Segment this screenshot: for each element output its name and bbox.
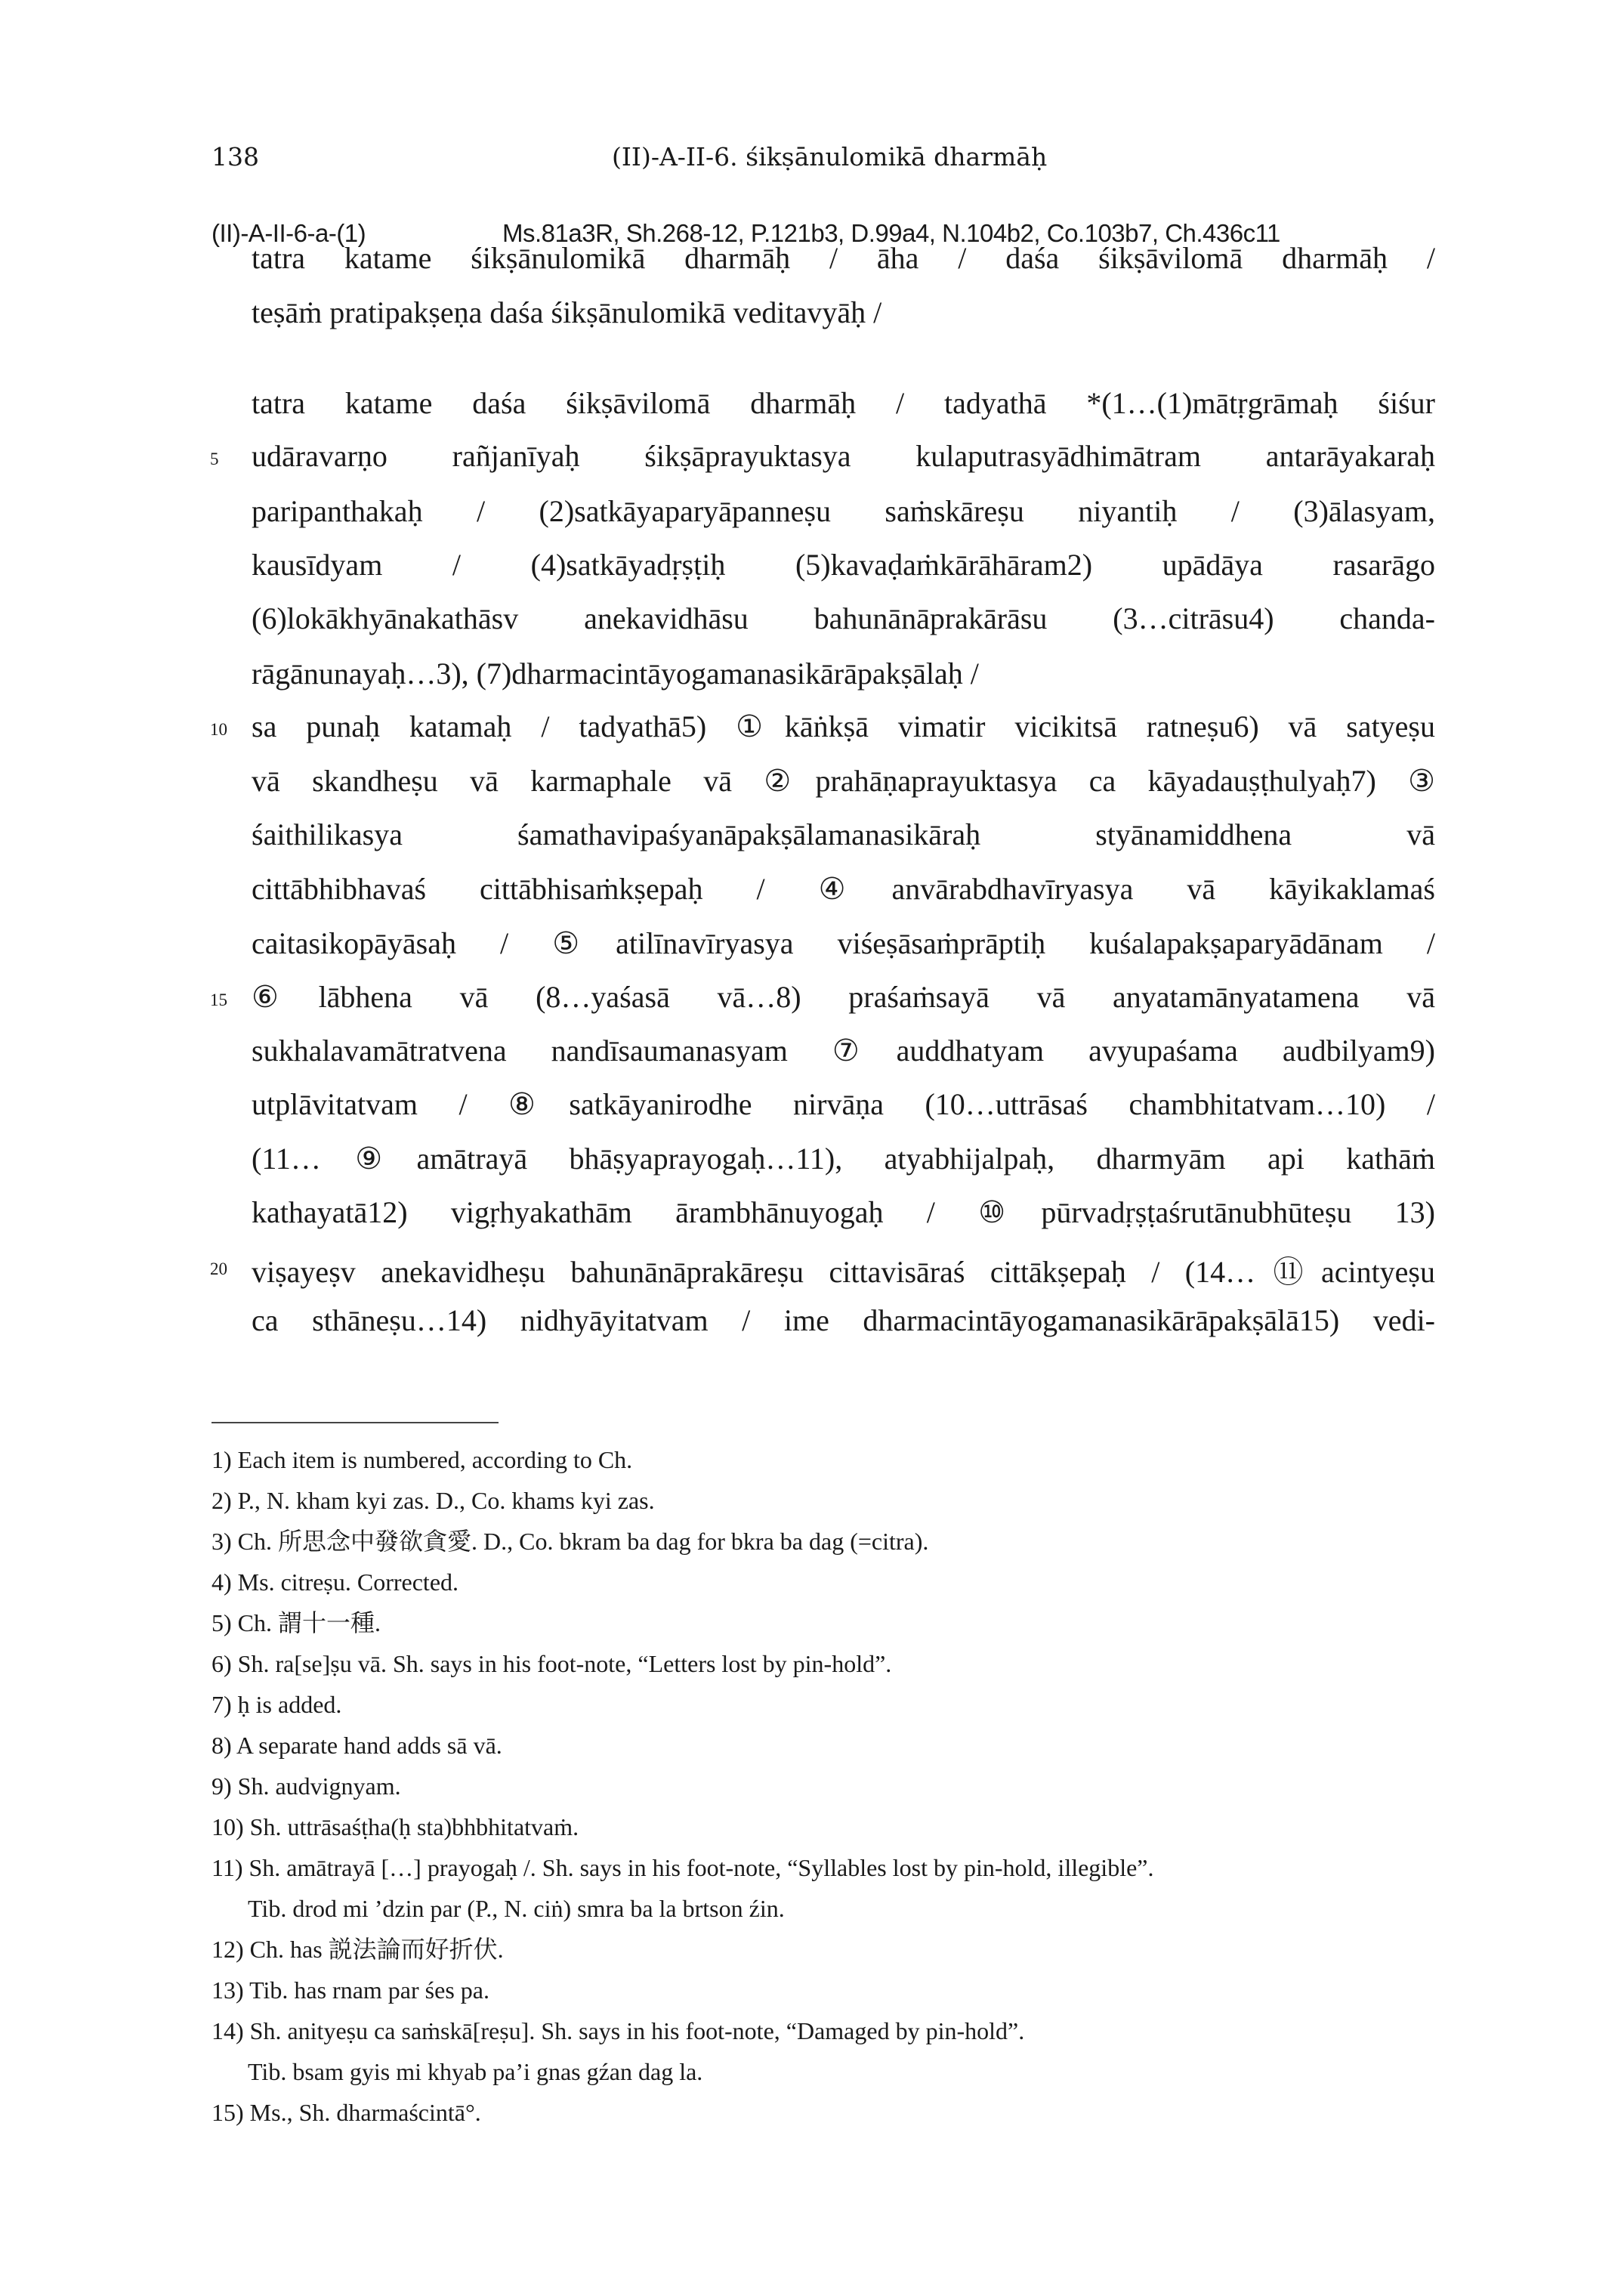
footnote-text: 13) Tib. has rnam par śes pa. — [211, 1976, 489, 2004]
text-line: kathayatā12) vigṛhyakathām ārambhānuyogaḥ / ⑩pūrvadṛṣṭaśrutānubhūteṣu 13) — [252, 1195, 1435, 1229]
footnote-text: 6) Sh. ra[se]ṣu vā. Sh. says in his foot-note, “Letters lost by pin-hold”. — [211, 1650, 892, 1677]
footnote-text: 7) ḥ is added. — [211, 1691, 342, 1718]
footnote-continuation: Tib. drod mi ’dzin par (P., N. ciṅ) smra ba la brtson źin. — [248, 1895, 785, 1922]
footnote-text: 12) Ch. has 説法論而好折伏. — [211, 1936, 504, 1963]
footnote-text: 9) Sh. audvignyam. — [211, 1772, 401, 1800]
text-line: teṣāṁ pratipakṣeṇa daśa śikṣānulomikā veditavyāḥ / — [252, 295, 882, 329]
text-line: tatra katame daśa śikṣāvilomā dharmāḥ / tadyathā *(1…(1)mātṛgrāmaḥ śiśur — [252, 386, 1435, 420]
footnote-text: 15) Ms., Sh. dharmaścintā°. — [211, 2099, 481, 2126]
text-line: utplāvitatvam / ⑧satkāyanirodhe nirvāṇa (10…uttrāsaś chambhitatvam…10) / — [252, 1087, 1435, 1121]
text-line: vā skandheṣu vā karmaphale vā ②prahāṇaprayuktasya ca kāyadauṣṭhulyaḥ7) ③ — [252, 764, 1435, 798]
line-number: 5 — [210, 450, 219, 468]
footnote — [211, 1847, 1450, 1929]
page-number: 138 — [211, 142, 259, 172]
footnote-text: 14) Sh. anityeṣu ca saṁskā[reṣu]. Sh. says in his foot-note, “Damaged by pin-hold”. — [211, 2017, 1025, 2044]
footnote-text: 1) Each item is numbered, according to Ch. — [211, 1446, 633, 1473]
text-line: ⑥lābhena vā (8…yaśasā vā…8) praśaṁsayā vā anyatamānyatamena vā — [252, 980, 1435, 1014]
text-line: caitasikopāyāsaḥ / ⑤atilīnavīryasya viśeṣāsaṁprāptiḥ kuśalapakṣaparyādānam / — [252, 926, 1435, 960]
text-line: viṣayeṣv anekavidheṣu bahunānāprakāreṣu cittavisāraś cittākṣepaḥ / (14…⑪acintyeṣu — [252, 1255, 1435, 1289]
footnote — [211, 1562, 1450, 1602]
footnote — [211, 1766, 1450, 1806]
footnote-rule — [211, 1422, 499, 1423]
footnote — [211, 1521, 1450, 1562]
line-number: 10 — [210, 720, 227, 739]
text-line: cittābhibhavaś cittābhisaṁkṣepaḥ / ④anvārabdhavīryasya vā kāyikaklamaś — [252, 872, 1435, 906]
text-line: ca sthāneṣu…14) nidhyāyitatvam / ime dharmacintāyogamanasikārāpakṣālā15) vedi- — [252, 1303, 1435, 1337]
footnote-text: 4) Ms. citreṣu. Corrected. — [211, 1568, 459, 1596]
text-line: paripanthakaḥ / (2)satkāyaparyāpanneṣu saṁskāreṣu niyantiḥ / (3)ālasyam, — [252, 494, 1435, 528]
footnote-text: 8) A separate hand adds sā vā. — [211, 1732, 502, 1759]
text-line: sa punaḥ katamaḥ / tadyathā5) ①kāṅkṣā vimatir vicikitsā ratneṣu6) vā satyeṣu — [252, 709, 1435, 743]
footnote-text: 5) Ch. 謂十一種. — [211, 1609, 381, 1636]
footnote — [211, 1806, 1450, 1847]
text-line: śaithilikasya śamathavipaśyanāpakṣālamanasikāraḥ styānamiddhena vā — [252, 817, 1435, 851]
text-line: (6)lokākhyānakathāsv anekavidhāsu bahunānāprakārāsu (3…citrāsu4) chanda- — [252, 601, 1435, 635]
footnote — [211, 1970, 1450, 2010]
text-line: kausīdyam / (4)satkāyadṛṣṭiḥ (5)kavaḍaṁkārāhāram2) upādāya rasarāgo — [252, 548, 1435, 582]
running-head: (II)-A-II-6. śikṣānulomikā dharmāḥ — [612, 142, 1048, 172]
text-line: sukhalavamātratvena nandīsaumanasyam ⑦auddhatyam avyupaśama audbilyam9) — [252, 1034, 1435, 1068]
footnote-continuation: Tib. bsam gyis mi khyab pa’i gnas gźan dag la. — [248, 2058, 703, 2085]
footnote — [211, 1929, 1450, 1970]
footnote-text: 3) Ch. 所思念中發欲貪愛. D., Co. bkram ba dag for bkra ba dag (=citra). — [211, 1528, 929, 1555]
line-number: 15 — [210, 990, 227, 1009]
section-sources: Ms.81a3R, Sh.268-12, P.121b3, D.99a4, N.104b2, Co.103b7, Ch.436c11 — [502, 219, 1280, 247]
footnote — [211, 1480, 1450, 1521]
footnote — [211, 1439, 1450, 1480]
footnote — [211, 1643, 1450, 1684]
footnote-text: 10) Sh. uttrāsaśṭha(ḥ sta)bhbhitatvaṁ. — [211, 1813, 579, 1840]
text-line: rāgānunayaḥ…3), (7)dharmacintāyogamanasikārāpakṣālaḥ / — [252, 657, 979, 691]
text-line: udāravarṇo rañjanīyaḥ śikṣāprayuktasya kulaputrasyādhimātram antarāyakaraḥ — [252, 439, 1435, 473]
line-number: 20 — [210, 1259, 227, 1278]
footnote-text: 2) P., N. kham kyi zas. D., Co. khams kyi zas. — [211, 1487, 655, 1514]
text-line: (11…⑨amātrayā bhāṣyaprayogaḥ…11), atyabhijalpaḥ, dharmyām api kathāṁ — [252, 1142, 1435, 1176]
footnote — [211, 2010, 1450, 2092]
section-reference: (II)-A-II-6-a-(1) — [211, 219, 366, 247]
text-line: tatra katame śikṣānulomikā dharmāḥ / āha / daśa śikṣāvilomā dharmāḥ / — [252, 241, 1435, 275]
footnote — [211, 1602, 1450, 1643]
footnote — [211, 1684, 1450, 1725]
footnote — [211, 2092, 1450, 2133]
footnote — [211, 1725, 1450, 1766]
footnote-text: 11) Sh. amātrayā […] prayogaḥ /. Sh. says in his foot-note, “Syllables lost by pin-hold, illegible”. — [211, 1854, 1154, 1881]
